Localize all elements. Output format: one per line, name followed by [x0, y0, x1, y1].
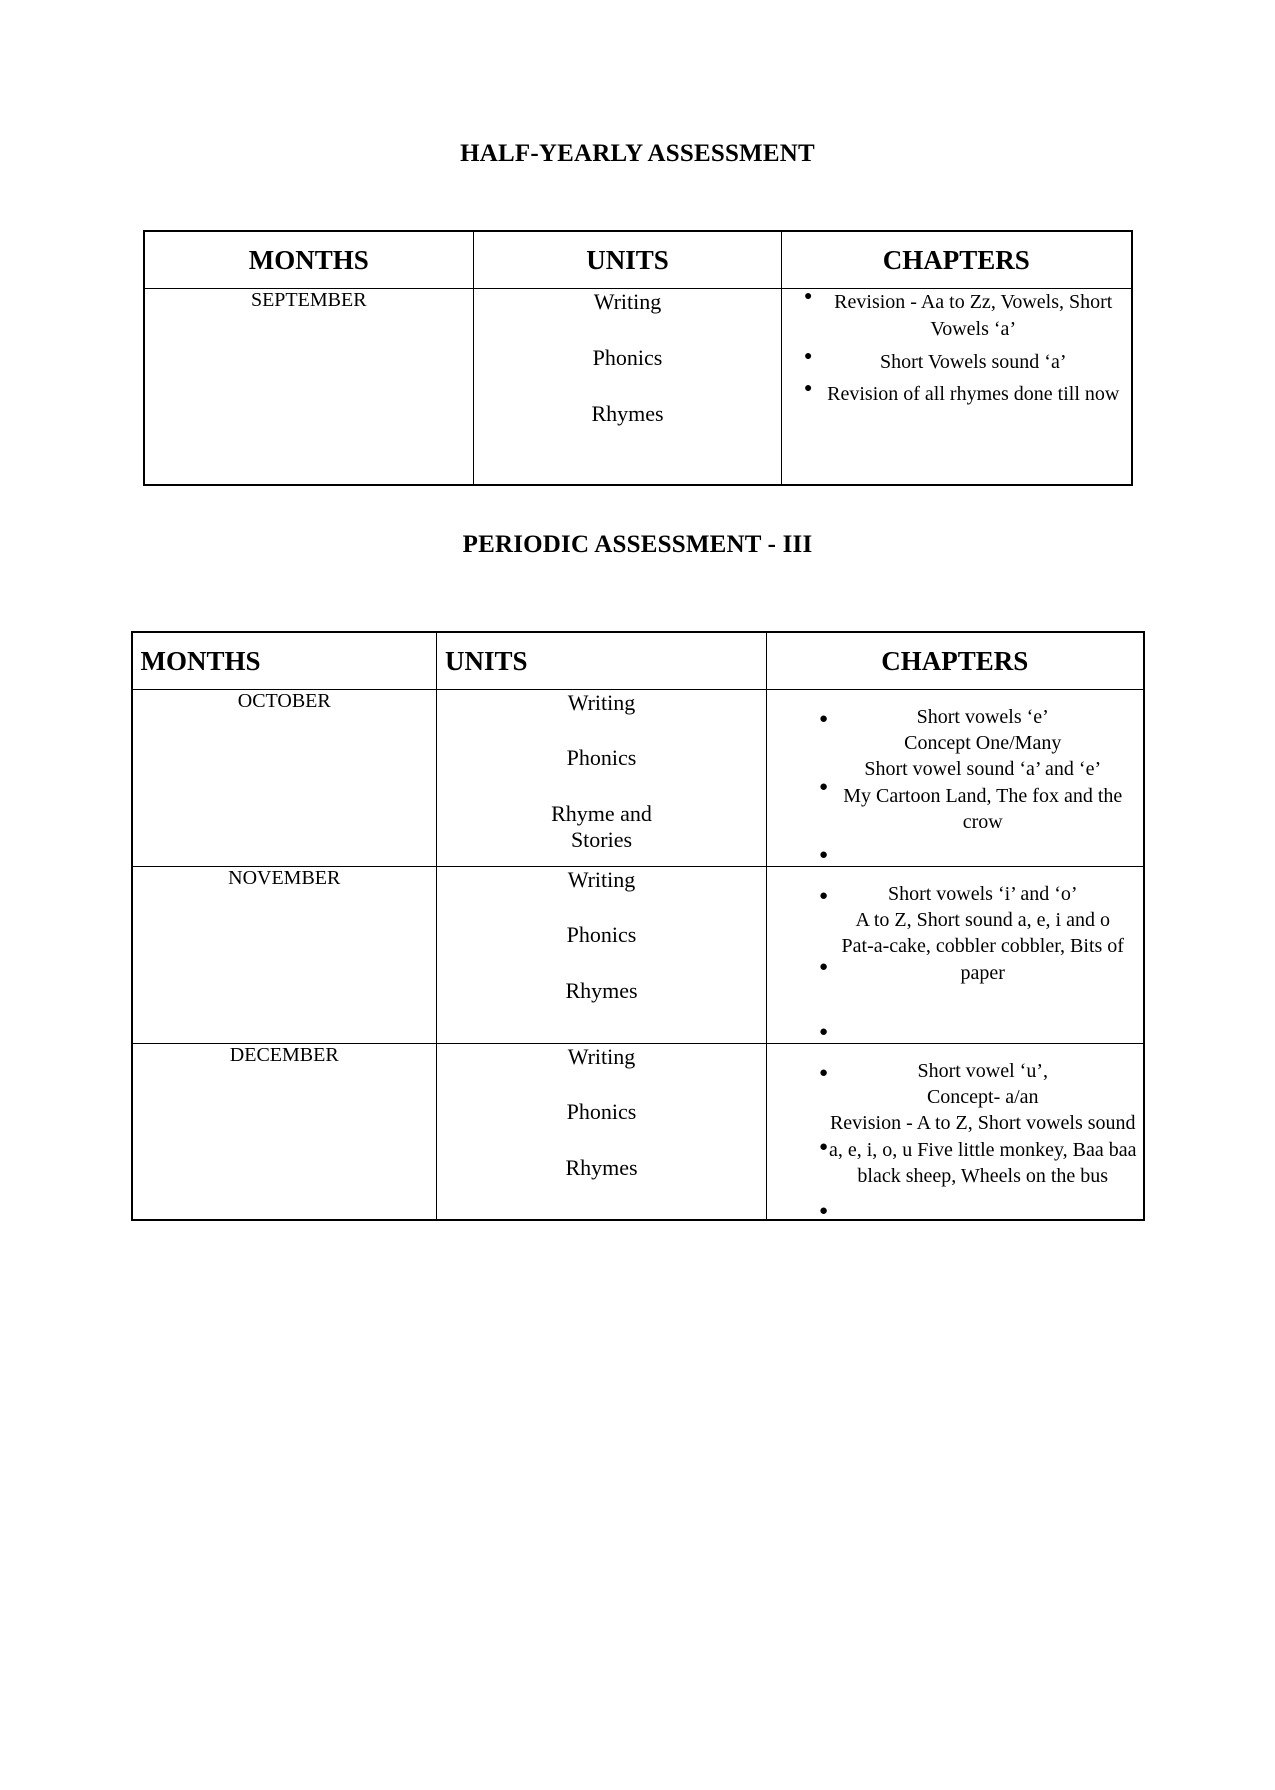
unit-label: Writing — [593, 289, 662, 314]
chapter-text-line: Short vowels ‘i’ and ‘o’ — [887, 882, 1078, 905]
month-cell-october: OCTOBER — [132, 689, 437, 866]
units-cell-october — [437, 689, 767, 866]
document-page — [0, 140, 1275, 1790]
bullet-icon: ● — [819, 1064, 829, 1081]
half-yearly-assessment-table — [143, 230, 1133, 486]
bullet-icon: ● — [819, 1138, 829, 1155]
bullet-icon: ● — [819, 1023, 829, 1040]
bullet-icon: ● — [819, 778, 829, 795]
unit-label-line: Rhyme and — [551, 801, 652, 827]
chapter-text-line: Concept One/Many — [904, 731, 1062, 754]
chapter-item: ● Revision of all rhymes done till now — [782, 381, 1131, 408]
month-cell-december: DECEMBER — [132, 1043, 437, 1220]
chapter-text-line: Concept- a/an — [926, 1085, 1039, 1108]
column-header-units: UNITS — [474, 231, 782, 289]
periodic-assessment-table — [131, 631, 1145, 1222]
chapter-text-line: Short vowels ‘e’ — [916, 705, 1049, 728]
table-row — [144, 289, 1132, 485]
month-cell-september: SEPTEMBER — [144, 289, 474, 485]
month-cell-november: NOVEMBER — [132, 866, 437, 1043]
bullet-icon: ● — [819, 958, 829, 975]
units-cell-november — [437, 866, 767, 1043]
chapter-text-line: My Cartoon Land, The fox and the crow — [843, 784, 1123, 834]
unit-label: Phonics — [566, 1099, 637, 1125]
column-header-chapters: CHAPTERS — [782, 231, 1132, 289]
column-header-chapters: CHAPTERS — [767, 632, 1144, 690]
unit-label: Phonics — [566, 745, 637, 771]
chapters-cell-november — [767, 866, 1144, 1043]
units-cell-september — [474, 289, 782, 485]
unit-label: Writing — [567, 866, 636, 892]
chapter-item: ● Short Vowels sound ‘a’ — [782, 349, 1131, 376]
unit-label: Phonics — [566, 922, 637, 948]
bullet-icon: ● — [819, 1202, 829, 1219]
chapter-text-line: Short vowel ‘u’, — [917, 1059, 1049, 1082]
chapters-bullet-list — [782, 289, 1131, 408]
chapter-item: ● Revision - Aa to Zz, Vowels, Short Vowels ‘a’ — [782, 289, 1131, 343]
unit-label: Rhymes — [565, 978, 638, 1004]
chapters-cell-september — [782, 289, 1132, 485]
chapters-cell-october — [767, 689, 1144, 866]
chapter-text-line: Pat-a-cake, cobbler cobbler, Bits of paper — [841, 935, 1124, 984]
chapter-text-line: Revision - A to Z, Short vowels sound a, e, i, o, u Five little monkey, Baa baa black sheep, Wheels on the bus — [829, 1112, 1137, 1188]
bullet-gutter — [767, 690, 837, 863]
unit-label: Rhymes — [565, 1155, 638, 1181]
column-header-units: UNITS — [437, 632, 767, 690]
column-header-months: MONTHS — [144, 231, 474, 289]
column-header-months: MONTHS — [132, 632, 437, 690]
table-row — [132, 1043, 1144, 1220]
bullet-icon: ● — [819, 846, 829, 863]
page-title-half-yearly: HALF-YEARLY ASSESSMENT — [460, 140, 815, 167]
chapter-text-line: Short vowel sound ‘a’ and ‘e’ — [864, 758, 1102, 781]
unit-label: Writing — [567, 1043, 636, 1069]
unit-label: Phonics — [592, 344, 663, 370]
bullet-gutter — [767, 867, 837, 1040]
chapter-text-line: A to Z, Short sound a, e, i and o — [855, 908, 1110, 931]
unit-label: Rhymes — [591, 400, 664, 426]
table-row — [132, 689, 1144, 866]
table-header-row — [144, 231, 1132, 289]
units-cell-december — [437, 1043, 767, 1220]
unit-label: Writing — [567, 689, 636, 715]
table-header-row — [132, 632, 1144, 690]
table-row — [132, 866, 1144, 1043]
page-title-periodic-assessment: PERIODIC ASSESSMENT - III — [462, 530, 813, 558]
bullet-gutter — [767, 1044, 837, 1219]
unit-label — [437, 801, 766, 853]
chapters-cell-december — [767, 1043, 1144, 1220]
bullet-icon: ● — [819, 710, 829, 727]
unit-label-line: Stories — [570, 827, 633, 853]
bullet-icon: ● — [819, 887, 829, 904]
